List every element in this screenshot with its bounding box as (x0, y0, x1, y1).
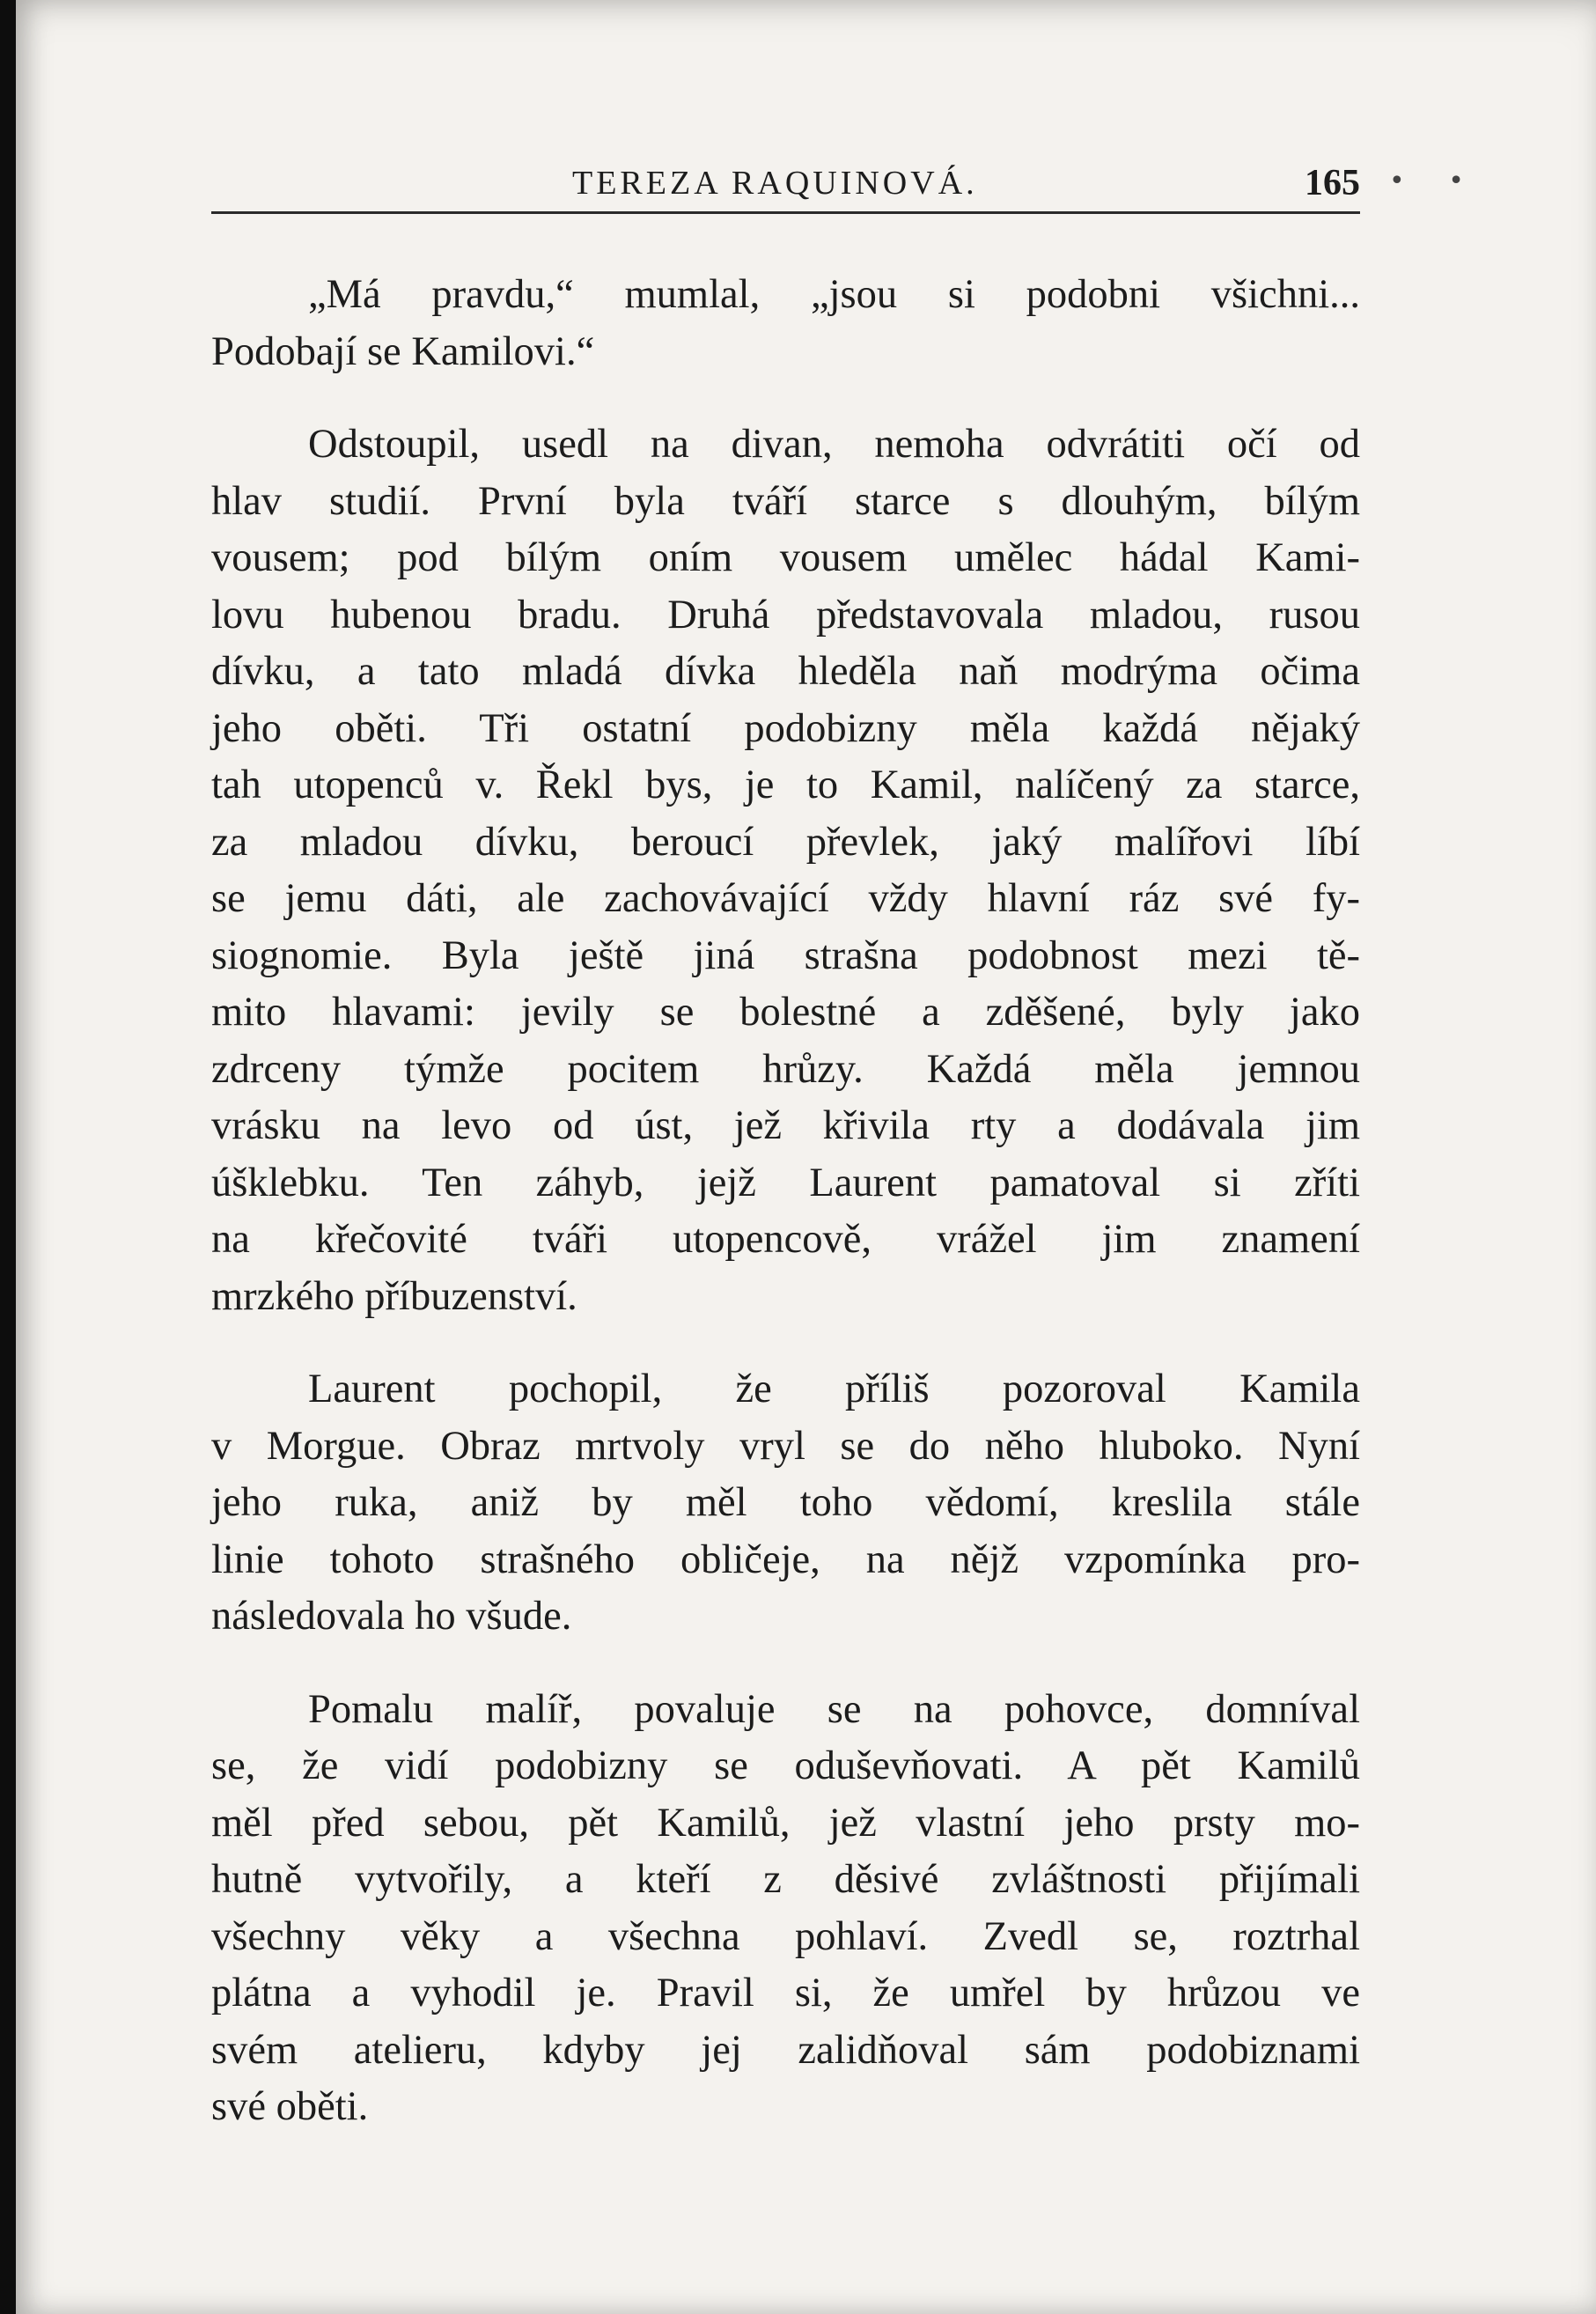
text-line: jeho ruka, aniž by měl toho vědomí, kreslila stále (211, 1480, 1360, 1525)
text-line: Laurent pochopil, že příliš pozoroval Kamila (308, 1367, 1360, 1411)
text-line: za mladou dívku, beroucí převlek, jaký malířovi líbí (211, 819, 1360, 865)
text-line: zdrceny týmže pocitem hrůzy. Každá měla jemnou (211, 1046, 1360, 1092)
text-line: se jemu dáti, ale zachovávající vždy hlavní ráz své fy- (211, 876, 1360, 921)
paragraph-1 (211, 267, 1360, 380)
text-line: úšklebku. Ten záhyb, jejž Laurent pamatoval si zříti (211, 1160, 1360, 1205)
text-line: hlav studií. První byla tváří starce s dlouhým, bílým (211, 478, 1360, 524)
text-line: Odstoupil, usedl na divan, nemoha odvrátiti očí od (308, 422, 1360, 467)
text-line: se, že vidí podobizny se oduševňovati. A pět Kamilů (211, 1743, 1360, 1788)
page-header (211, 157, 1360, 214)
text-line: Pomalu malíř, povaluje se na pohovce, domníval (308, 1686, 1360, 1732)
text-line: „Má pravdu,“ mumlal, „jsou si podobni všichni... (308, 272, 1360, 317)
text-line: plátna a vyhodil je. Pravil si, že umřel by hrůzou ve (211, 1971, 1360, 2016)
text-line: mrzkého příbuzenství. (211, 1273, 577, 1319)
book-binding-edge (0, 0, 16, 2314)
book-page (16, 0, 1596, 2314)
page-number: 165 (1305, 163, 1360, 203)
paragraph-4 (211, 1682, 1360, 2136)
text-line: všechny věky a všechna pohlaví. Zvedl se, roztrhal (211, 1913, 1360, 1959)
text-line: své oběti. (211, 2084, 369, 2129)
text-line: mito hlavami: jevily se bolestné a zděšené, byly jako (211, 990, 1360, 1035)
text-line: lovu hubenou bradu. Druhá představovala mladou, rusou (211, 592, 1360, 637)
text-line: tah utopenců v. Řekl bys, je to Kamil, nalíčený za starce, (211, 763, 1360, 807)
text-line: svém atelieru, kdyby jej zalidňoval sám podobiznami (211, 2027, 1360, 2073)
margin-marks: • • (1389, 166, 1482, 196)
text-line: Podobají se Kamilovi.“ (211, 328, 595, 374)
body-text (211, 267, 1360, 2136)
text-line: následovala ho všude. (211, 1594, 572, 1639)
text-line: siognomie. Byla ještě jiná strašna podobnost mezi tě- (211, 932, 1360, 978)
text-line: v Morgue. Obraz mrtvoly vryl se do něho hluboko. Nyní (211, 1423, 1360, 1469)
text-line: na křečovité tváři utopencově, vrážel jim znamení (211, 1217, 1360, 1262)
text-line: vousem; pod bílým oním vousem umělec hádal Kami- (211, 535, 1360, 580)
text-line: linie tohoto strašného obličeje, na nějž vzpomínka pro- (211, 1537, 1360, 1582)
paragraph-3 (211, 1361, 1360, 1646)
text-line: měl před sebou, pět Kamilů, jež vlastní jeho prsty mo- (211, 1800, 1360, 1846)
paragraph-2 (211, 416, 1360, 1325)
text-line: jeho oběti. Tři ostatní podobizny měla každá nějaký (211, 705, 1360, 751)
text-line: vrásku na levo od úst, jež křivila rty a dodávala jim (211, 1103, 1360, 1148)
text-line: hutně vytvořily, a kteří z děsivé zvláštnosti přijímali (211, 1857, 1360, 1902)
text-line: dívku, a tato mladá dívka hleděla naň modrýma očima (211, 649, 1360, 694)
running-title: TEREZA RAQUINOVÁ. (572, 165, 978, 202)
